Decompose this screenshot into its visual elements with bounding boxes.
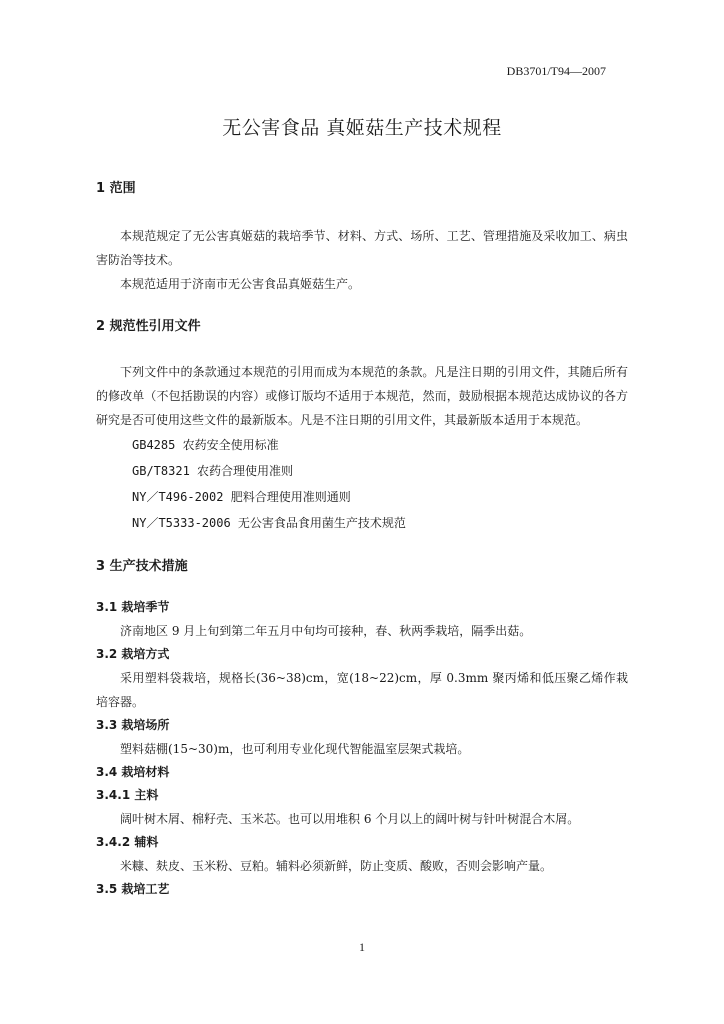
section-heading-production: 3 生产技术措施 xyxy=(96,559,188,574)
page-number: 1 xyxy=(359,940,365,954)
reference-list xyxy=(96,432,628,536)
reference-item: GB/T8321 农药合理使用准则 xyxy=(132,464,294,478)
document-body xyxy=(96,178,628,901)
subsection-heading: 3.4 栽培材料 xyxy=(96,765,170,779)
paragraph: 米糠、麸皮、玉米粉、豆粕。辅料必须新鲜，防止变质、酸败，否则会影响产量。 xyxy=(120,859,553,873)
section-heading-scope: 1 范围 xyxy=(96,181,136,196)
reference-item: NY／T496-2002 肥料合理使用准则通则 xyxy=(132,490,351,504)
subsection-heading: 3.5 栽培工艺 xyxy=(96,882,170,896)
paragraph: 本规范规定了无公害真姬菇的栽培季节、材料、方式、场所、工艺、管理措施及采收加工、病虫害防治等技术。 xyxy=(96,229,628,267)
paragraph: 塑料菇棚(15~30)m，也可利用专业化现代智能温室层架式栽培。 xyxy=(120,742,470,756)
standard-number: DB3701/T94—2007 xyxy=(506,64,606,78)
reference-item: GB4285 农药安全使用标准 xyxy=(132,438,279,452)
subsection-heading: 3.2 栽培方式 xyxy=(96,647,170,661)
subsection-heading: 3.4.2 辅料 xyxy=(96,835,159,849)
paragraph: 阔叶树木屑、棉籽壳、玉米芯。也可以用堆积 6 个月以上的阔叶树与针叶树混合木屑。 xyxy=(120,812,580,826)
paragraph: 济南地区 9 月上旬到第二年五月中旬均可接种，春、秋两季栽培，隔季出菇。 xyxy=(120,624,532,638)
subsection-heading: 3.4.1 主料 xyxy=(96,788,159,802)
reference-item: NY／T5333-2006 无公害食品食用菌生产技术规范 xyxy=(132,516,406,530)
section-heading-references: 2 规范性引用文件 xyxy=(96,319,201,334)
subsection-heading: 3.1 栽培季节 xyxy=(96,600,170,614)
paragraph: 采用塑料袋栽培，规格长(36~38)cm，宽(18~22)cm，厚 0.3mm 聚丙烯和低压聚乙烯作栽培容器。 xyxy=(96,671,628,709)
paragraph: 下列文件中的条款通过本规范的引用而成为本规范的条款。凡是注日期的引用文件，其随后所有的修改单（不包括勘误的内容）或修订版均不适用于本规范，然而，鼓励根据本规范达成协议的各方研究是否可使用这些文件的最新版本。凡是不注日期的引用文件，其最新版本适用于本规范。 xyxy=(96,365,628,427)
document-title: 无公害食品 真姬菇生产技术规程 xyxy=(222,117,502,139)
paragraph: 本规范适用于济南市无公害食品真姬菇生产。 xyxy=(120,277,361,291)
subsection-heading: 3.3 栽培场所 xyxy=(96,718,170,732)
